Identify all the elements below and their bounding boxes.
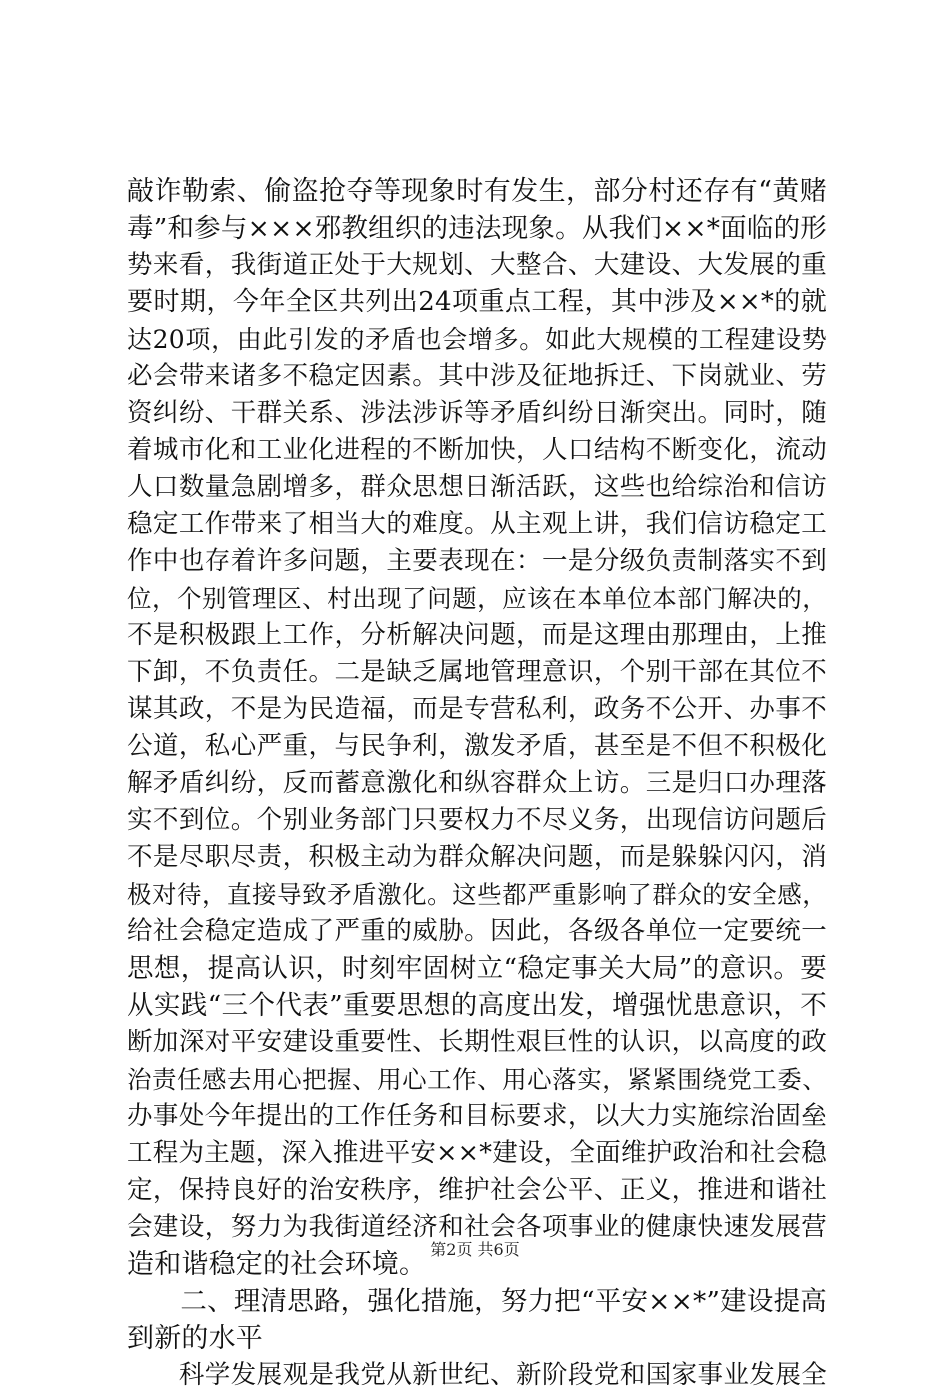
text-line: 办事处今年提出的工作任务和目标要求，以大力实施综治固垒 bbox=[127, 1101, 827, 1131]
text-line: 势来看，我街道正处于大规划、大整合、大建设、大发展的重 bbox=[127, 250, 827, 280]
text-line: 给社会稳定造成了严重的威胁。因此，各级各单位一定要统一 bbox=[127, 916, 827, 946]
page-number-footer: 第2页 共6页 bbox=[430, 1240, 520, 1259]
text-line: 从实践“三个代表”重要思想的高度出发，增强忧患意识，不 bbox=[127, 990, 827, 1021]
text-line: 不是尽职尽责，积极主动为群众解决问题，而是躲躲闪闪，消 bbox=[127, 842, 827, 872]
section-heading-line: 二、理清思路，强化措施，努力把“平安××*”建设提高 bbox=[127, 1286, 827, 1317]
text-line: 敲诈勒索、偷盗抢夺等现象时有发生，部分村还存有“黄赌 bbox=[127, 176, 827, 207]
text-line: 极对待，直接导致矛盾激化。这些都严重影响了群众的安全感， bbox=[127, 880, 827, 909]
text-line: 稳定工作带来了相当大的难度。从主观上讲，我们信访稳定工 bbox=[127, 509, 827, 539]
text-line: 会建设，努力为我街道经济和社会各项事业的健康快速发展营 bbox=[127, 1212, 827, 1242]
document-body bbox=[127, 173, 827, 1394]
text-line: 着城市化和工业化进程的不断加快，人口结构不断变化，流动 bbox=[127, 435, 827, 465]
text-line: 必会带来诸多不稳定因素。其中涉及征地拆迁、下岗就业、劳 bbox=[127, 361, 827, 391]
text-line: 科学发展观是我党从新世纪、新阶段党和国家事业发展全 bbox=[127, 1360, 827, 1390]
text-line: 治责任感去用心把握、用心工作、用心落实，紧紧围绕党工委、 bbox=[127, 1065, 827, 1094]
text-line: 思想，提高认识，时刻牢固树立“稳定事关大局”的意识。要 bbox=[127, 953, 827, 984]
text-line: 谋其政，不是为民造福，而是专营私利，政务不公开、办事不 bbox=[127, 694, 827, 724]
text-line: 位，个别管理区、村出现了问题，应该在本单位本部门解决的， bbox=[127, 584, 827, 613]
text-line: 定，保持良好的治安秩序，维护社会公平、正义，推进和谐社 bbox=[127, 1175, 827, 1205]
text-line: 公道，私心严重，与民争利，激发矛盾，甚至是不但不积极化 bbox=[127, 731, 827, 761]
text-line: 资纠纷、干群关系、涉法涉诉等矛盾纠纷日渐突出。同时，随 bbox=[127, 398, 827, 428]
text-line: 不是积极跟上工作，分析解决问题，而是这理由那理由，上推 bbox=[127, 620, 827, 650]
text-line: 下卸，不负责任。二是缺乏属地管理意识，个别干部在其位不 bbox=[127, 657, 827, 687]
text-line: 解矛盾纠纷，反而蓄意激化和纵容群众上访。三是归口办理落 bbox=[127, 768, 827, 798]
text-line: 毒”和参与×××邪教组织的违法现象。从我们××*面临的形 bbox=[127, 213, 827, 244]
text-line: 人口数量急剧增多，群众思想日渐活跃，这些也给综治和信访 bbox=[127, 472, 827, 502]
text-line: 断加深对平安建设重要性、长期性艰巨性的认识，以高度的政 bbox=[127, 1027, 827, 1057]
text-line: 作中也存着许多问题，主要表现在：一是分级负责制落实不到 bbox=[127, 546, 827, 576]
text-line: 实不到位。个别业务部门只要权力不尽义务，出现信访问题后 bbox=[127, 805, 827, 835]
text-line: 工程为主题，深入推进平安××*建设，全面维护政治和社会稳 bbox=[127, 1138, 827, 1168]
text-line: 造和谐稳定的社会环境。 bbox=[127, 1249, 427, 1280]
text-line: 达20项，由此引发的矛盾也会增多。如此大规模的工程建设势 bbox=[127, 325, 827, 354]
text-line: 要时期，今年全区共列出24项重点工程，其中涉及××*的就 bbox=[127, 287, 827, 317]
section-heading-line: 到新的水平 bbox=[127, 1323, 263, 1354]
